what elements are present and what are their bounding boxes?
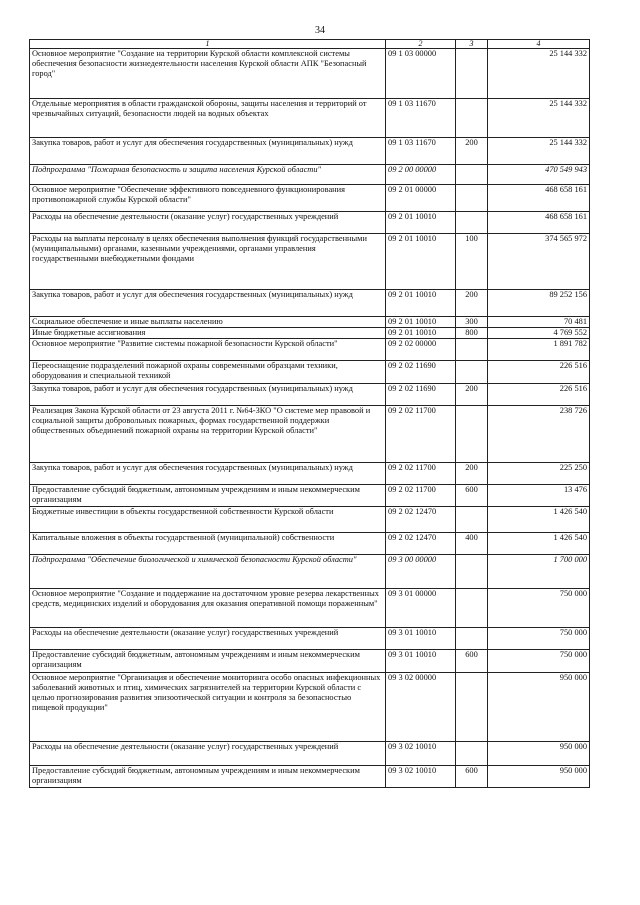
row-name-cell: Закупка товаров, работ и услуг для обеспечения государственных (муниципальных) нужд bbox=[30, 290, 386, 317]
row-sum-cell: 13 476 bbox=[488, 485, 590, 507]
row-name-cell: Расходы на выплаты персоналу в целях обеспечения выполнения функций государственными (муниципальными) органами, казенными учреждениями, органами управления государственными внебюджетными фондами bbox=[30, 234, 386, 290]
row-sum-cell: 25 144 332 bbox=[488, 49, 590, 99]
row-vr-cell bbox=[456, 406, 488, 463]
row-name-cell: Реализация Закона Курской области от 23 августа 2011 г. №64-ЗКО "О системе мер правовой и социальной защиты добровольных пожарных, формах государственной поддержки общественных объединений пожарной охраны на территории Курской области" bbox=[30, 406, 386, 463]
row-name-cell: Расходы на обеспечение деятельности (оказание услуг) государственных учреждений bbox=[30, 742, 386, 766]
header-col-2: 2 bbox=[386, 40, 456, 49]
table-row bbox=[30, 650, 590, 673]
row-sum-cell: 89 252 156 bbox=[488, 290, 590, 317]
row-sum-cell: 25 144 332 bbox=[488, 138, 590, 165]
row-vr-cell bbox=[456, 673, 488, 742]
table-row bbox=[30, 361, 590, 384]
row-sum-cell: 468 658 161 bbox=[488, 185, 590, 212]
row-code-cell: 09 2 02 12470 bbox=[386, 507, 456, 533]
row-code-cell: 09 2 02 11690 bbox=[386, 384, 456, 406]
row-code-cell: 09 1 03 00000 bbox=[386, 49, 456, 99]
row-vr-cell bbox=[456, 339, 488, 361]
row-code-cell: 09 3 02 00000 bbox=[386, 673, 456, 742]
row-vr-cell bbox=[456, 628, 488, 650]
row-code-cell: 09 2 00 00000 bbox=[386, 165, 456, 185]
row-vr-cell bbox=[456, 165, 488, 185]
row-sum-cell: 950 000 bbox=[488, 673, 590, 742]
table-row bbox=[30, 234, 590, 290]
row-sum-cell: 4 769 552 bbox=[488, 328, 590, 339]
row-name-cell: Основное мероприятие "Создание и поддержание на достаточном уровне резерва лекарственных средств, медицинских изделий и оборудования для оказания оперативной помощи пораженным" bbox=[30, 589, 386, 628]
table-row bbox=[30, 49, 590, 99]
row-sum-cell: 226 516 bbox=[488, 384, 590, 406]
row-vr-cell: 200 bbox=[456, 138, 488, 165]
table-row bbox=[30, 138, 590, 165]
row-name-cell: Иные бюджетные ассигнования bbox=[30, 328, 386, 339]
row-name-cell: Подпрограмма "Пожарная безопасность и защита населения Курской области" bbox=[30, 165, 386, 185]
row-code-cell: 09 3 02 10010 bbox=[386, 742, 456, 766]
row-vr-cell bbox=[456, 555, 488, 589]
row-name-cell: Предоставление субсидий бюджетным, автономным учреждениям и иным некоммерческим организациям bbox=[30, 485, 386, 507]
row-sum-cell: 750 000 bbox=[488, 589, 590, 628]
row-vr-cell bbox=[456, 507, 488, 533]
row-name-cell: Подпрограмма "Обеспечение биологической и химической безопасности Курской области" bbox=[30, 555, 386, 589]
row-sum-cell: 226 516 bbox=[488, 361, 590, 384]
row-sum-cell: 1 700 000 bbox=[488, 555, 590, 589]
page-number: 34 bbox=[315, 25, 325, 36]
row-vr-cell: 600 bbox=[456, 650, 488, 673]
row-name-cell: Основное мероприятие "Создание на территории Курской области комплексной системы обеспечения безопасности жизнедеятельности населения Курской области АПК "Безопасный город" bbox=[30, 49, 386, 99]
table-row bbox=[30, 165, 590, 185]
row-name-cell: Закупка товаров, работ и услуг для обеспечения государственных (муниципальных) нужд bbox=[30, 384, 386, 406]
row-name-cell: Капитальные вложения в объекты государственной (муниципальной) собственности bbox=[30, 533, 386, 555]
row-sum-cell: 1 891 782 bbox=[488, 339, 590, 361]
table-row bbox=[30, 533, 590, 555]
table-row bbox=[30, 628, 590, 650]
row-name-cell: Закупка товаров, работ и услуг для обеспечения государственных (муниципальных) нужд bbox=[30, 138, 386, 165]
row-vr-cell bbox=[456, 185, 488, 212]
row-sum-cell: 750 000 bbox=[488, 650, 590, 673]
row-sum-cell: 225 250 bbox=[488, 463, 590, 485]
row-sum-cell: 468 658 161 bbox=[488, 212, 590, 234]
row-code-cell: 09 2 01 10010 bbox=[386, 328, 456, 339]
header-col-4: 4 bbox=[488, 40, 590, 49]
row-code-cell: 09 2 02 12470 bbox=[386, 533, 456, 555]
row-vr-cell: 200 bbox=[456, 463, 488, 485]
table-row bbox=[30, 317, 590, 328]
row-code-cell: 09 3 02 10010 bbox=[386, 766, 456, 788]
table-header-row bbox=[30, 40, 590, 49]
row-sum-cell: 1 426 540 bbox=[488, 533, 590, 555]
table-row bbox=[30, 99, 590, 138]
row-vr-cell: 200 bbox=[456, 290, 488, 317]
row-code-cell: 09 2 02 11700 bbox=[386, 485, 456, 507]
row-code-cell: 09 2 01 10010 bbox=[386, 290, 456, 317]
table-row bbox=[30, 507, 590, 533]
row-name-cell: Бюджетные инвестиции в объекты государственной собственности Курской области bbox=[30, 507, 386, 533]
row-vr-cell bbox=[456, 99, 488, 138]
row-code-cell: 09 2 01 10010 bbox=[386, 317, 456, 328]
table-row bbox=[30, 406, 590, 463]
row-vr-cell bbox=[456, 589, 488, 628]
row-name-cell: Социальное обеспечение и иные выплаты населению bbox=[30, 317, 386, 328]
row-sum-cell: 25 144 332 bbox=[488, 99, 590, 138]
table-row bbox=[30, 673, 590, 742]
table-row bbox=[30, 212, 590, 234]
row-name-cell: Основное мероприятие "Организация и обеспечение мониторинга особо опасных инфекционных заболеваний животных и птиц, химических загрязнителей на территории Курской области с целью прогнозирования развития эпизоотической ситуации и контроля за безопасностью пищевой продукции" bbox=[30, 673, 386, 742]
table-row bbox=[30, 339, 590, 361]
row-sum-cell: 238 726 bbox=[488, 406, 590, 463]
row-sum-cell: 950 000 bbox=[488, 742, 590, 766]
row-code-cell: 09 2 02 00000 bbox=[386, 339, 456, 361]
table-row bbox=[30, 328, 590, 339]
budget-table bbox=[29, 39, 590, 788]
row-sum-cell: 70 481 bbox=[488, 317, 590, 328]
table-row bbox=[30, 463, 590, 485]
row-code-cell: 09 2 01 10010 bbox=[386, 212, 456, 234]
table-row bbox=[30, 185, 590, 212]
table-row bbox=[30, 766, 590, 788]
table-row bbox=[30, 485, 590, 507]
table-row bbox=[30, 290, 590, 317]
row-code-cell: 09 3 01 10010 bbox=[386, 650, 456, 673]
row-vr-cell: 200 bbox=[456, 384, 488, 406]
row-vr-cell: 300 bbox=[456, 317, 488, 328]
row-vr-cell bbox=[456, 212, 488, 234]
row-name-cell: Расходы на обеспечение деятельности (оказание услуг) государственных учреждений bbox=[30, 212, 386, 234]
row-sum-cell: 374 565 972 bbox=[488, 234, 590, 290]
row-name-cell: Закупка товаров, работ и услуг для обеспечения государственных (муниципальных) нужд bbox=[30, 463, 386, 485]
header-col-1: 1 bbox=[30, 40, 386, 49]
row-vr-cell bbox=[456, 361, 488, 384]
row-vr-cell: 600 bbox=[456, 485, 488, 507]
row-code-cell: 09 2 02 11700 bbox=[386, 406, 456, 463]
row-code-cell: 09 2 01 10010 bbox=[386, 234, 456, 290]
row-vr-cell: 600 bbox=[456, 766, 488, 788]
row-vr-cell: 100 bbox=[456, 234, 488, 290]
row-name-cell: Основное мероприятие "Развитие системы пожарной безопасности Курской области" bbox=[30, 339, 386, 361]
row-vr-cell: 400 bbox=[456, 533, 488, 555]
row-name-cell: Расходы на обеспечение деятельности (оказание услуг) государственных учреждений bbox=[30, 628, 386, 650]
row-code-cell: 09 2 02 11690 bbox=[386, 361, 456, 384]
row-code-cell: 09 3 00 00000 bbox=[386, 555, 456, 589]
row-code-cell: 09 2 01 00000 bbox=[386, 185, 456, 212]
table-row bbox=[30, 589, 590, 628]
row-code-cell: 09 1 03 11670 bbox=[386, 99, 456, 138]
row-sum-cell: 950 000 bbox=[488, 766, 590, 788]
row-name-cell: Переоснащение подразделений пожарной охраны современными образцами техники, оборудования и специальной техникой bbox=[30, 361, 386, 384]
table-row bbox=[30, 384, 590, 406]
table-row bbox=[30, 555, 590, 589]
row-vr-cell: 800 bbox=[456, 328, 488, 339]
row-name-cell: Отдельные мероприятия в области гражданской обороны, защиты населения и территорий от чрезвычайных ситуаций, безопасности людей на водных объектах bbox=[30, 99, 386, 138]
header-col-3: 3 bbox=[456, 40, 488, 49]
row-sum-cell: 750 000 bbox=[488, 628, 590, 650]
row-code-cell: 09 2 02 11700 bbox=[386, 463, 456, 485]
row-name-cell: Основное мероприятие "Обеспечение эффективного повседневного функционирования противопожарной службы Курской области" bbox=[30, 185, 386, 212]
row-code-cell: 09 1 03 11670 bbox=[386, 138, 456, 165]
table-row bbox=[30, 742, 590, 766]
row-name-cell: Предоставление субсидий бюджетным, автономным учреждениям и иным некоммерческим организациям bbox=[30, 766, 386, 788]
row-sum-cell: 470 549 943 bbox=[488, 165, 590, 185]
row-sum-cell: 1 426 540 bbox=[488, 507, 590, 533]
row-name-cell: Предоставление субсидий бюджетным, автономным учреждениям и иным некоммерческим организациям bbox=[30, 650, 386, 673]
row-code-cell: 09 3 01 00000 bbox=[386, 589, 456, 628]
row-vr-cell bbox=[456, 742, 488, 766]
row-vr-cell bbox=[456, 49, 488, 99]
row-code-cell: 09 3 01 10010 bbox=[386, 628, 456, 650]
